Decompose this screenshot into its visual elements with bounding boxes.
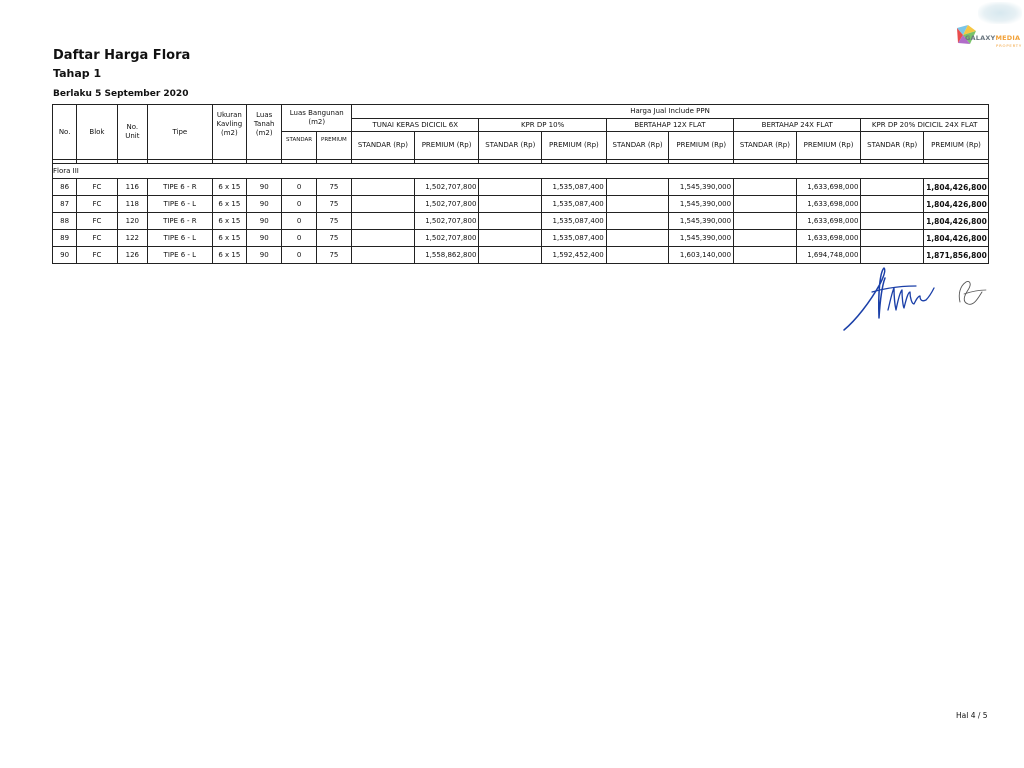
price-table <box>52 104 989 264</box>
table-row <box>53 196 989 213</box>
cell-bangunan-standar: 0 <box>282 230 316 247</box>
page-number: Hal 4 / 5 <box>956 711 988 720</box>
cell-price-standar <box>606 196 669 213</box>
cell-bangunan-standar: 0 <box>282 213 316 230</box>
cell-price-premium: 1,558,862,800 <box>414 247 479 264</box>
cell-price-premium: 1,545,390,000 <box>669 230 734 247</box>
header-premium-rp: PREMIUM (Rp) <box>796 132 861 160</box>
header-premium-rp: PREMIUM (Rp) <box>924 132 989 160</box>
cell-price-premium: 1,804,426,800 <box>924 230 989 247</box>
cell-price-premium: 1,633,698,000 <box>796 213 861 230</box>
cell-tipe: TIPE 6 - L <box>147 247 212 264</box>
cell-unit: 122 <box>117 230 147 247</box>
cell-price-standar <box>479 213 542 230</box>
table-row <box>53 213 989 230</box>
cell-kavling: 6 x 15 <box>212 196 246 213</box>
cell-blok: FC <box>77 230 117 247</box>
cell-price-standar <box>861 247 924 264</box>
cell-price-standar <box>606 230 669 247</box>
cell-bangunan-standar: 0 <box>282 247 316 264</box>
header-bangunan-premium: PREMIUM <box>316 132 351 160</box>
cell-price-standar <box>479 230 542 247</box>
cell-price-premium: 1,633,698,000 <box>796 230 861 247</box>
cell-unit: 120 <box>117 213 147 230</box>
cell-price-premium: 1,502,707,800 <box>414 213 479 230</box>
cell-bangunan-premium: 75 <box>316 247 351 264</box>
cell-price-standar <box>352 179 415 196</box>
header-standar-rp: STANDAR (Rp) <box>734 132 797 160</box>
signature <box>842 262 992 336</box>
cell-luas-tanah: 90 <box>247 230 282 247</box>
page-title: Daftar Harga Flora <box>53 48 191 63</box>
cell-price-standar <box>479 179 542 196</box>
cell-unit: 118 <box>117 196 147 213</box>
cell-no: 90 <box>53 247 77 264</box>
cell-price-standar <box>352 230 415 247</box>
cell-no: 88 <box>53 213 77 230</box>
header-premium-rp: PREMIUM (Rp) <box>542 132 607 160</box>
logo-wordmark: GALAXYMEDIA <box>965 34 1021 42</box>
header-scheme-tunai: TUNAI KERAS DICICIL 6X <box>352 119 479 132</box>
header-scheme-kpr-10: KPR DP 10% <box>479 119 606 132</box>
cell-price-premium: 1,502,707,800 <box>414 179 479 196</box>
cell-blok: FC <box>77 179 117 196</box>
cell-price-standar <box>352 213 415 230</box>
cell-price-premium: 1,603,140,000 <box>669 247 734 264</box>
cell-kavling: 6 x 15 <box>212 247 246 264</box>
table-row <box>53 179 989 196</box>
cell-kavling: 6 x 15 <box>212 213 246 230</box>
header-luas-bangunan: Luas Bangunan (m2) <box>282 105 352 132</box>
cell-price-standar <box>734 213 797 230</box>
cell-price-standar <box>734 179 797 196</box>
cell-price-standar <box>352 247 415 264</box>
header-scheme-24x: BERTAHAP 24X FLAT <box>734 119 861 132</box>
cell-price-standar <box>861 230 924 247</box>
group-row <box>53 164 989 179</box>
logo-tagline: PROPERTY <box>996 43 1023 48</box>
header-premium-rp: PREMIUM (Rp) <box>414 132 479 160</box>
cell-price-premium: 1,502,707,800 <box>414 196 479 213</box>
cell-luas-tanah: 90 <box>247 213 282 230</box>
cell-price-premium: 1,535,087,400 <box>542 230 607 247</box>
cell-price-premium: 1,545,390,000 <box>669 196 734 213</box>
cell-tipe: TIPE 6 - R <box>147 179 212 196</box>
cell-kavling: 6 x 15 <box>212 230 246 247</box>
cell-price-premium: 1,535,087,400 <box>542 179 607 196</box>
header-standar-rp: STANDAR (Rp) <box>606 132 669 160</box>
cell-price-standar <box>861 179 924 196</box>
cell-price-premium: 1,545,390,000 <box>669 213 734 230</box>
page-subtitle: Tahap 1 <box>53 67 102 80</box>
header-scheme-12x: BERTAHAP 12X FLAT <box>606 119 733 132</box>
cell-bangunan-premium: 75 <box>316 230 351 247</box>
header-luas-tanah: Luas Tanah (m2) <box>247 105 282 160</box>
cell-tipe: TIPE 6 - L <box>147 196 212 213</box>
header-standar-rp: STANDAR (Rp) <box>479 132 542 160</box>
cell-price-standar <box>606 179 669 196</box>
cell-price-premium: 1,633,698,000 <box>796 196 861 213</box>
header-blok: Blok <box>77 105 117 160</box>
cell-kavling: 6 x 15 <box>212 179 246 196</box>
cell-price-standar <box>606 213 669 230</box>
header-no-unit: No. Unit <box>117 105 147 160</box>
validity-date: Berlaku 5 September 2020 <box>53 89 189 99</box>
cell-price-standar <box>734 230 797 247</box>
header-tipe: Tipe <box>147 105 212 160</box>
header-standar-rp: STANDAR (Rp) <box>352 132 415 160</box>
cell-bangunan-premium: 75 <box>316 179 351 196</box>
cell-price-premium: 1,694,748,000 <box>796 247 861 264</box>
blurred-avatar <box>978 2 1022 24</box>
cell-price-standar <box>479 247 542 264</box>
cell-bangunan-premium: 75 <box>316 213 351 230</box>
cell-price-standar <box>861 196 924 213</box>
cell-blok: FC <box>77 247 117 264</box>
cell-bangunan-standar: 0 <box>282 179 316 196</box>
cell-tipe: TIPE 6 - L <box>147 230 212 247</box>
table-row <box>53 230 989 247</box>
cell-price-standar <box>861 213 924 230</box>
cell-tipe: TIPE 6 - R <box>147 213 212 230</box>
cell-price-premium: 1,535,087,400 <box>542 213 607 230</box>
data-rows <box>53 179 989 264</box>
cell-bangunan-standar: 0 <box>282 196 316 213</box>
cell-unit: 116 <box>117 179 147 196</box>
cell-price-standar <box>352 196 415 213</box>
cell-bangunan-premium: 75 <box>316 196 351 213</box>
cell-no: 87 <box>53 196 77 213</box>
header-standar-rp: STANDAR (Rp) <box>861 132 924 160</box>
group-label: Flora III <box>53 164 989 179</box>
header-bangunan-standar: STANDAR <box>282 132 316 160</box>
header-scheme-kpr-20: KPR DP 20% DICICIL 24X FLAT <box>861 119 989 132</box>
cell-price-standar <box>734 196 797 213</box>
cell-blok: FC <box>77 196 117 213</box>
cell-price-standar <box>479 196 542 213</box>
cell-luas-tanah: 90 <box>247 179 282 196</box>
header-no: No. <box>53 105 77 160</box>
cell-price-premium: 1,633,698,000 <box>796 179 861 196</box>
cell-no: 89 <box>53 230 77 247</box>
cell-luas-tanah: 90 <box>247 247 282 264</box>
cell-price-standar <box>734 247 797 264</box>
cell-blok: FC <box>77 213 117 230</box>
cell-price-premium: 1,804,426,800 <box>924 213 989 230</box>
cell-price-premium: 1,502,707,800 <box>414 230 479 247</box>
header-harga-jual: Harga Jual Include PPN <box>352 105 989 119</box>
cell-unit: 126 <box>117 247 147 264</box>
cell-price-premium: 1,871,856,800 <box>924 247 989 264</box>
cell-price-premium: 1,535,087,400 <box>542 196 607 213</box>
cell-luas-tanah: 90 <box>247 196 282 213</box>
cell-price-standar <box>606 247 669 264</box>
cell-price-premium: 1,592,452,400 <box>542 247 607 264</box>
cell-no: 86 <box>53 179 77 196</box>
header-ukuran-kavling: Ukuran Kavling (m2) <box>212 105 246 160</box>
header-premium-rp: PREMIUM (Rp) <box>669 132 734 160</box>
cell-price-premium: 1,804,426,800 <box>924 196 989 213</box>
cell-price-premium: 1,804,426,800 <box>924 179 989 196</box>
cell-price-premium: 1,545,390,000 <box>669 179 734 196</box>
table-row <box>53 247 989 264</box>
